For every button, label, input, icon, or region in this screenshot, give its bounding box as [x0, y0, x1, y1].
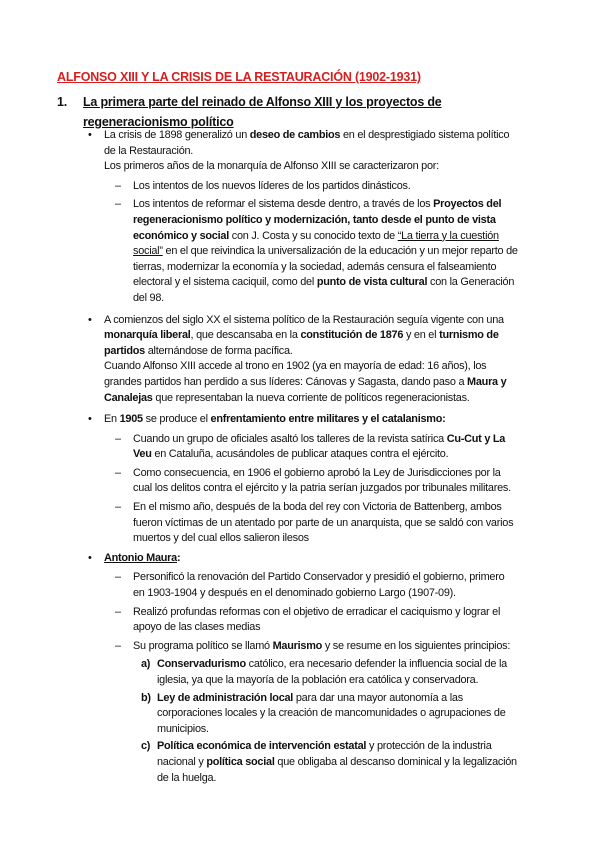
dash-item: – Realizó profundas reformas con el objetivo de erradicar el caciquismo y lograr el apoyo de las clases medias	[115, 605, 501, 634]
dash-item: – Como consecuencia, en 1906 el gobierno aprobó la Ley de Jurisdicciones por la cual los delitos contra el ejército y la patria serían juzgados por tribunales militares.	[115, 466, 511, 495]
bullet-marker: •	[88, 551, 92, 564]
list-letter: a)	[141, 658, 151, 671]
paragraph: Los primeros años de la monarquía de Alfonso XIII se caracterizaron por:	[104, 160, 439, 173]
bullet-marker: •	[88, 129, 92, 141]
dash-marker: –	[115, 198, 121, 211]
dash-marker: –	[115, 179, 121, 192]
paragraph: La crisis de 1898 generalizó un deseo de cambios en el desprestigiado sistema político de la Restauración.	[104, 129, 510, 157]
dash-marker: –	[115, 501, 121, 514]
dash-marker: –	[115, 466, 121, 479]
list-letter: b)	[141, 691, 151, 704]
document-body	[0, 128, 600, 788]
text-link-la-tierra: “La tierra y la cuestión social”	[133, 229, 499, 258]
bullet-marker: •	[88, 313, 92, 326]
dash-item: – En el mismo año, después de la boda del rey con Victoria de Battenberg, ambos fueron víctimas de un atentado por parte de un anarquista, que se saldó con varios muertos y del cual ellos salieron ilesos	[115, 501, 514, 545]
dash-marker: –	[115, 571, 121, 584]
dash-marker: –	[115, 605, 121, 618]
section-heading-text: La primera parte del reinado de Alfonso XIII y los proyectos de regeneracionismo político	[83, 95, 442, 129]
principle-item: c) Política económica de intervención estatal y protección de la industria nacional y política social que obligaba al descanso dominical y la legalización de la huelga.	[141, 740, 517, 784]
dash-item: – Los intentos de reformar el sistema desde dentro, a través de los Proyectos del regeneracionismo político y modernización, tanto desde el punto de vista económico y social con J. Costa y su conocido texto de “La tierra y la cuestión social” en el que reivindica la universalización de la educación y un mejor reparto de tierras, modernizar la economía y la sociedad, además censura el falseamiento electoral y el sistema caciquil, como del punto de vista cultural con la Generación del 98.	[115, 198, 518, 304]
dash-item: – Personificó la renovación del Partido Conservador y presidió el gobierno, primero en 1903-1904 y después en el denominado gobierno Largo (1907-09).	[115, 571, 505, 600]
section-number: 1.	[57, 95, 68, 109]
dash-marker: –	[115, 432, 121, 445]
bullet-marker: •	[88, 413, 92, 426]
dash-marker: –	[115, 639, 121, 652]
bullet-antonio-maura: • Antonio Maura:	[0, 551, 600, 567]
dash-item: – Los intentos de los nuevos líderes de los partidos dinásticos.	[0, 179, 600, 195]
bullet-crisis-1898	[0, 128, 600, 175]
document-title: ALFONSO XIII Y LA CRISIS DE LA RESTAURACIÓN (1902-1931)	[57, 70, 421, 84]
list-letter: c)	[141, 740, 151, 753]
principle-item: a) Conservadurismo católico, era necesario defender la influencia social de la iglesia, ya que la mayoría de la población era católica y conservadora.	[141, 658, 507, 686]
section-heading	[57, 92, 537, 132]
dash-item: – Su programa político se llamó Maurismo y se resume en los siguientes principios:	[0, 639, 600, 655]
principle-item: b) Ley de administración local para dar una mayor autonomía a las corporaciones locales y la creación de mancomunidades o agrupaciones de municipios.	[141, 691, 506, 735]
subheading-antonio-maura: Antonio Maura	[104, 551, 177, 564]
dash-item: – Cuando un grupo de oficiales asaltó los talleres de la revista satírica Cu-Cut y La Veu en Cataluña, acusándoles de publicar ataques contra el ejército.	[115, 432, 506, 461]
bullet-siglo-xx: • A comienzos del siglo XX el sistema político de la Restauración seguía vigente con una monarquía liberal, que descansaba en la constitución de 1876 y en el turnismo de partidos alternándose de forma pacífica. Cuando Alfonso XIII accede al trono en 1902 (ya en mayoría de edad: 16 años), los grandes partidos han perdido a sus líderes: Cánovas y Sagasta, dando paso a Maura y Canalejas que representaban la nueva corriente de políticos regeneracionistas.	[88, 313, 507, 404]
bullet-1905: • En 1905 se produce el enfrentamiento entre militares y el catalanismo:	[0, 412, 600, 428]
